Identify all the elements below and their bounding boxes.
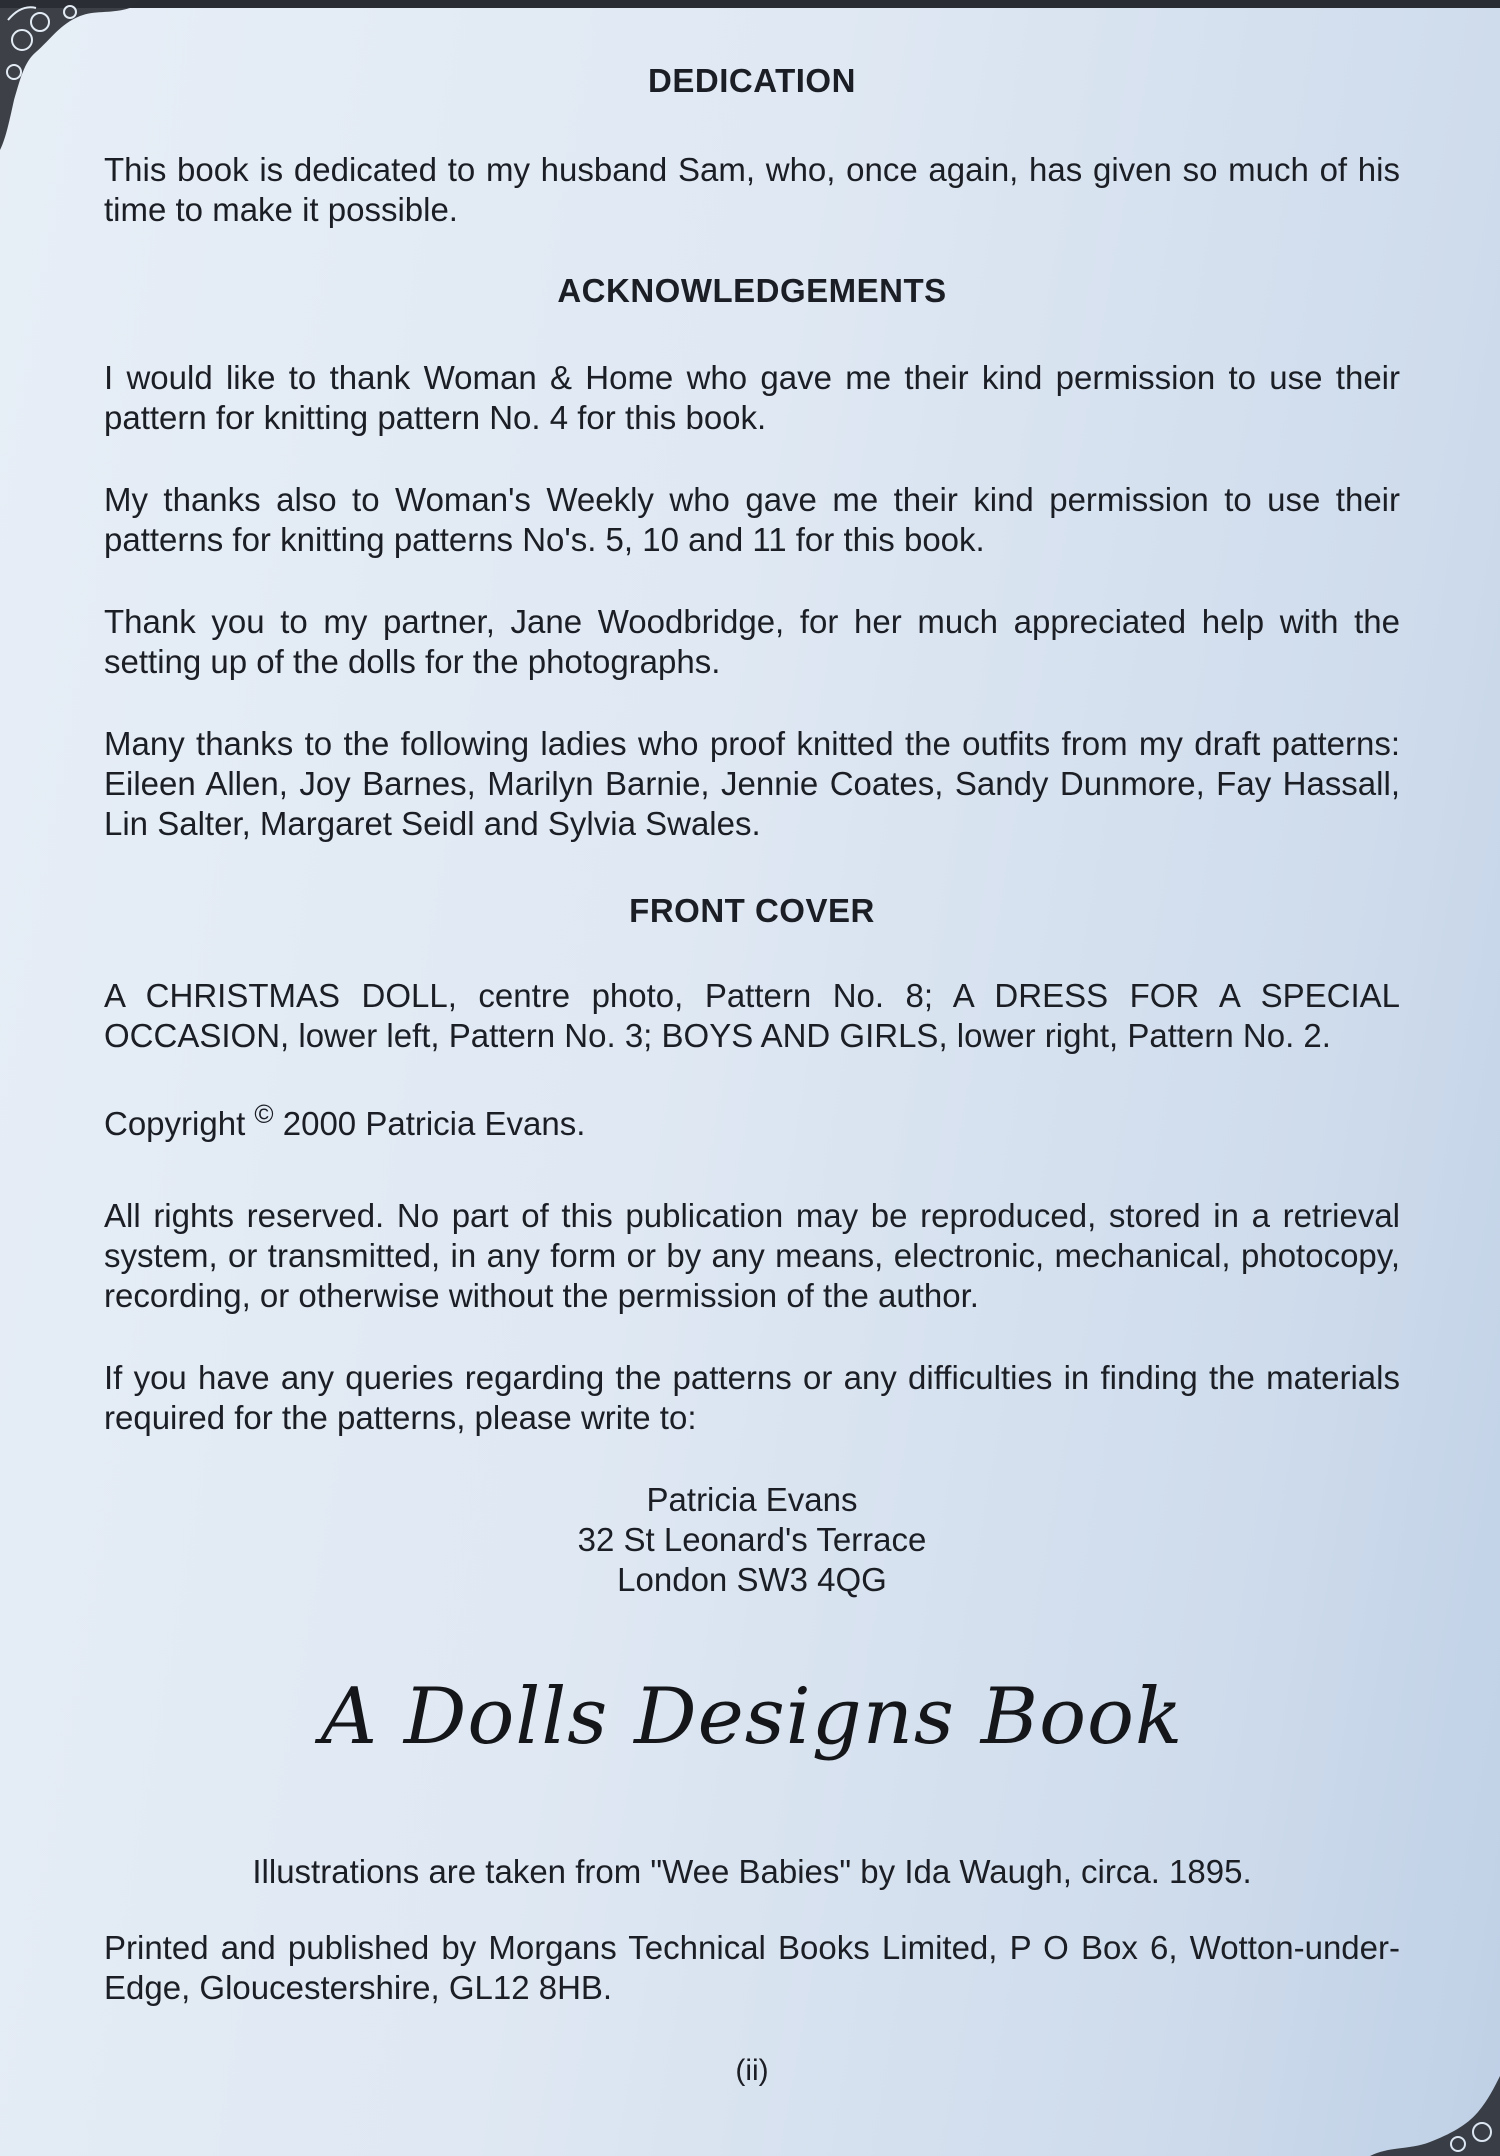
front-cover-heading: FRONT COVER (629, 892, 875, 929)
page-number: (ii) (735, 2054, 769, 2087)
copyright-symbol: © (254, 1099, 274, 1129)
address-city: London SW3 4QG (617, 1561, 887, 1598)
acknowledgements-heading: ACKNOWLEDGEMENTS (557, 272, 947, 309)
queries-text: If you have any queries regarding the patterns or any difficulties in finding the materials required for the patterns, please write to: (104, 1359, 1400, 1436)
lace-corner-ornament (1370, 2076, 1500, 2156)
address-name: Patricia Evans (646, 1481, 858, 1518)
copyright-line (104, 1099, 1400, 1144)
imprint-title: A Dolls Designs Book (320, 1672, 1184, 1762)
acknowledgement-paragraph: My thanks also to Woman's Weekly who gave me their kind permission to use their patterns for knitting patterns No's. 5, 10 and 11 for this book. (104, 481, 1400, 558)
page-top-edge (0, 0, 1500, 8)
address-block (104, 1480, 1400, 1600)
front-cover-text: A CHRISTMAS DOLL, centre photo, Pattern No. 8; A DRESS FOR A SPECIAL OCCASION, lower left, Pattern No. 3; BOYS AND GIRLS, lower right, Pattern No. 2. (104, 977, 1400, 1054)
dedication-heading: DEDICATION (648, 62, 856, 99)
copyright-holder: 2000 Patricia Evans. (282, 1105, 586, 1142)
acknowledgement-paragraph: Thank you to my partner, Jane Woodbridge, for her much appreciated help with the setting up of the dolls for the photographs. (104, 603, 1400, 680)
dedication-text: This book is dedicated to my husband Sam, who, once again, has given so much of his time to make it possible. (104, 151, 1400, 228)
copyright-label: Copyright (104, 1105, 246, 1142)
acknowledgement-paragraph: I would like to thank Woman & Home who gave me their kind permission to use their pattern for knitting pattern No. 4 for this book. (104, 359, 1400, 436)
publisher-text: Printed and published by Morgans Technical Books Limited, P O Box 6, Wotton-under-Edge, Gloucestershire, GL12 8HB. (104, 1929, 1400, 2006)
rights-text: All rights reserved. No part of this publication may be reproduced, stored in a retrieval system, or transmitted, in any form or by any means, electronic, mechanical, photocopy, recording, or otherwise without the permission of the author. (104, 1197, 1400, 1314)
address-street: 32 St Leonard's Terrace (577, 1521, 927, 1558)
acknowledgement-paragraph: Many thanks to the following ladies who proof knitted the outfits from my draft patterns: Eileen Allen, Joy Barnes, Marilyn Barnie, Jennie Coates, Sandy Dunmore, Fay Hassall, Lin Salter, Margaret Seidl and Sylvia Swales. (104, 725, 1400, 842)
illustrations-credit: Illustrations are taken from "Wee Babies" by Ida Waugh, circa. 1895. (252, 1853, 1252, 1890)
